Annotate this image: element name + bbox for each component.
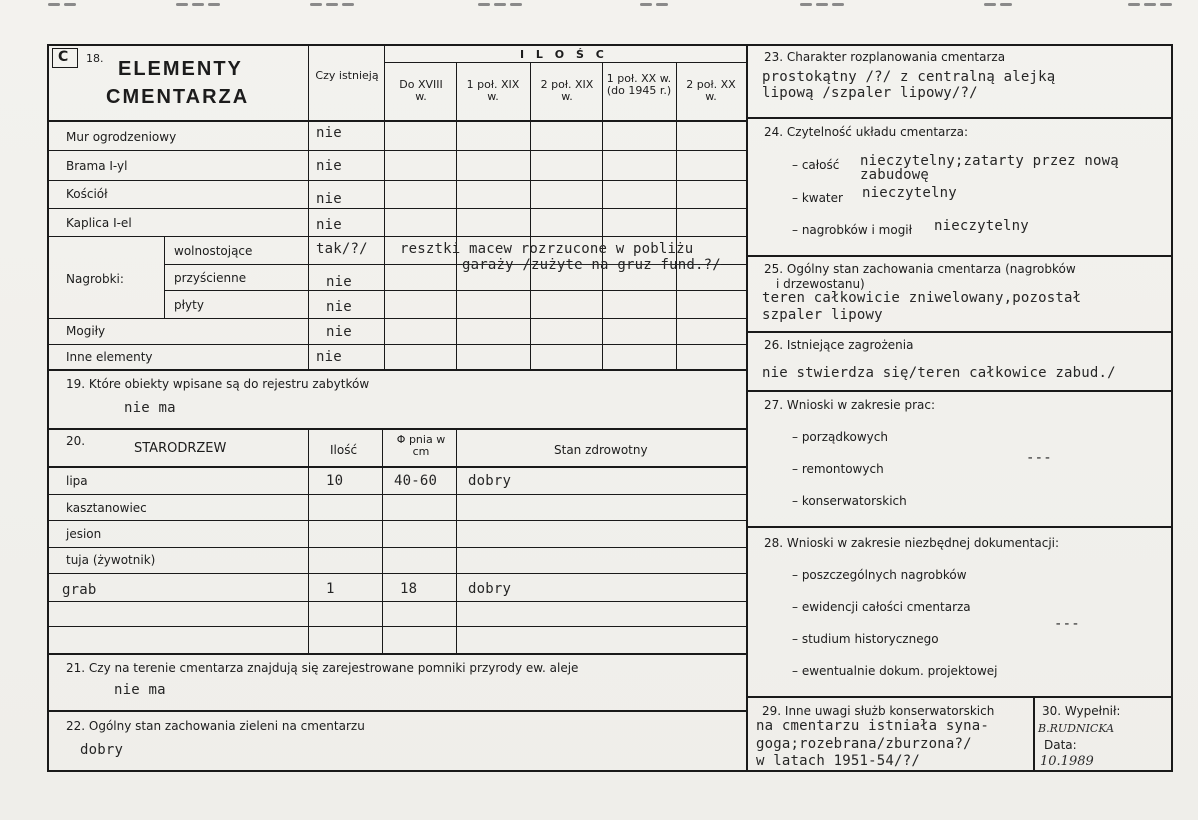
element-exists-2: nie (316, 158, 342, 174)
element-label-8: Mogiły (66, 324, 106, 338)
q24-calosc-label: – całość (792, 158, 840, 172)
q20-number: 20. (66, 434, 86, 448)
q29-value-line1: na cmentarzu istniała syna- (756, 718, 989, 734)
period-header-5: 2 poł. XX w. (686, 78, 736, 103)
col-quantity-header: I L O Ś C (520, 48, 608, 61)
q24-calosc-value-line2: zabudowę (860, 167, 930, 183)
nagrobki-note-line2: garaży /zużyte na gruz fund.?/ (462, 257, 721, 273)
element-exists-4: nie (316, 217, 342, 233)
q29-value-line3: w latach 1951-54/?/ (756, 753, 920, 769)
q24-kwater-value: nieczytelny (862, 185, 957, 201)
q21-label: 21. Czy na terenie cmentarza znajdują się zarejestrowane pomniki przyrody ew. aleje (66, 661, 579, 675)
q20-col-count: Ilość (330, 443, 358, 457)
q22-label: 22. Ogólny stan zachowania zieleni na cmentarzu (66, 719, 365, 733)
element-label-5: wolnostojące (174, 244, 253, 258)
binding-strip (0, 0, 1198, 8)
tree-health-5: dobry (468, 581, 512, 597)
tree-count-5: 1 (326, 581, 335, 597)
q25-value-line2: szpaler lipowy (762, 307, 883, 323)
section-title-line1: ELEMENTY (118, 58, 243, 80)
q24-label: 24. Czytelność układu cmentarza: (764, 125, 969, 139)
q26-label: 26. Istniejące zagrożenia (764, 338, 914, 352)
q28-item-4: – ewentualnie dokum. projektowej (792, 664, 998, 678)
tree-name-5: grab (62, 582, 97, 598)
q30-name: B.RUDNICKA (1038, 722, 1115, 735)
element-exists-9: nie (316, 349, 342, 365)
q30-date-label: Data: (1044, 738, 1077, 752)
q25-value-line1: teren całkowicie zniwelowany,pozostał (762, 290, 1082, 306)
tree-name-1: lipa (66, 474, 88, 488)
q25-label-line2: i drzewostanu) (776, 277, 865, 291)
element-label-2: Brama I-yl (66, 159, 128, 173)
q24-nagrobkow-label: – nagrobków i mogił (792, 223, 913, 237)
q28-item-3: – studium historycznego (792, 632, 939, 646)
q27-label: 27. Wnioski w zakresie prac: (764, 398, 936, 412)
q29-label: 29. Inne uwagi służb konserwatorskich (762, 704, 995, 718)
q27-value: --- (1026, 450, 1052, 466)
q23-label: 23. Charakter rozplanowania cmentarza (764, 50, 1006, 64)
element-exists-1: nie (316, 125, 342, 141)
q24-calosc-value-line1: nieczytelny;zatarty przez nową (860, 153, 1119, 169)
element-exists-8: nie (326, 324, 352, 340)
q27-item-1: – porządkowych (792, 430, 888, 444)
element-label-1: Mur ogrodzeniowy (66, 130, 177, 144)
element-label-9: Inne elementy (66, 350, 153, 364)
period-header-4: 1 poł. XX w. (do 1945 r.) (606, 72, 672, 97)
tree-diameter-5: 18 (400, 581, 418, 597)
q27-item-3: – konserwatorskich (792, 494, 907, 508)
element-label-6: przyścienne (174, 271, 247, 285)
q22-value: dobry (80, 742, 124, 758)
tree-diameter-1: 40-60 (394, 473, 438, 489)
q20-col-diameter: Φ pnia w cm (396, 433, 446, 458)
q21-value: nie ma (114, 682, 166, 698)
tree-name-4: tuja (żywotnik) (66, 553, 156, 567)
tree-health-1: dobry (468, 473, 512, 489)
q24-nagrobkow-value: nieczytelny (934, 218, 1029, 234)
tree-count-1: 10 (326, 473, 344, 489)
q28-value: --- (1054, 616, 1080, 632)
q30-label: 30. Wypełnił: (1042, 704, 1121, 718)
q20-title: STARODRZEW (134, 441, 227, 456)
element-label-7: płyty (174, 298, 204, 312)
period-header-2: 1 poł. XIX w. (466, 78, 520, 103)
q20-col-health: Stan zdrowotny (554, 443, 648, 457)
q30-date: 10.1989 (1040, 754, 1094, 769)
q29-value-line2: goga;rozebrana/zburzona?/ (756, 736, 972, 752)
tree-name-2: kasztanowiec (66, 501, 147, 515)
q27-item-2: – remontowych (792, 462, 884, 476)
q28-item-1: – poszczególnych nagrobków (792, 568, 967, 582)
element-exists-5: tak/?/ (316, 241, 368, 257)
q24-kwater-label: – kwater (792, 191, 843, 205)
tree-name-3: jesion (66, 527, 102, 541)
element-label-4: Kaplica I-el (66, 216, 132, 230)
q28-item-2: – ewidencji całości cmentarza (792, 600, 971, 614)
section-number: 18. (86, 52, 104, 65)
element-exists-3: nie (316, 191, 342, 207)
nagrobki-note-line1: resztki macew rozrzucone w pobliżu (400, 241, 694, 257)
element-exists-6: nie (326, 274, 352, 290)
section-letter: C (58, 49, 69, 65)
q23-value-line2: lipową /szpaler lipowy/?/ (762, 85, 978, 101)
q28-label: 28. Wnioski w zakresie niezbędnej dokumentacji: (764, 536, 1060, 550)
col-exists-header: Czy istnieją (315, 69, 379, 82)
section-title-line2: CMENTARZA (106, 86, 250, 108)
q25-label-line1: 25. Ogólny stan zachowania cmentarza (nagrobków (764, 262, 1076, 276)
element-exists-7: nie (326, 299, 352, 315)
element-label-3: Kościół (66, 187, 108, 201)
q19-label: 19. Które obiekty wpisane są do rejestru zabytków (66, 377, 370, 391)
period-header-3: 2 poł. XIX w. (540, 78, 594, 103)
q26-value: nie stwierdza się/teren całkowice zabud./ (762, 365, 1116, 381)
q23-value-line1: prostokątny /?/ z centralną alejką (762, 69, 1056, 85)
period-header-1: Do XVIII w. (399, 78, 443, 103)
element-group-nagrobki: Nagrobki: (66, 272, 124, 286)
q19-value: nie ma (124, 400, 176, 416)
